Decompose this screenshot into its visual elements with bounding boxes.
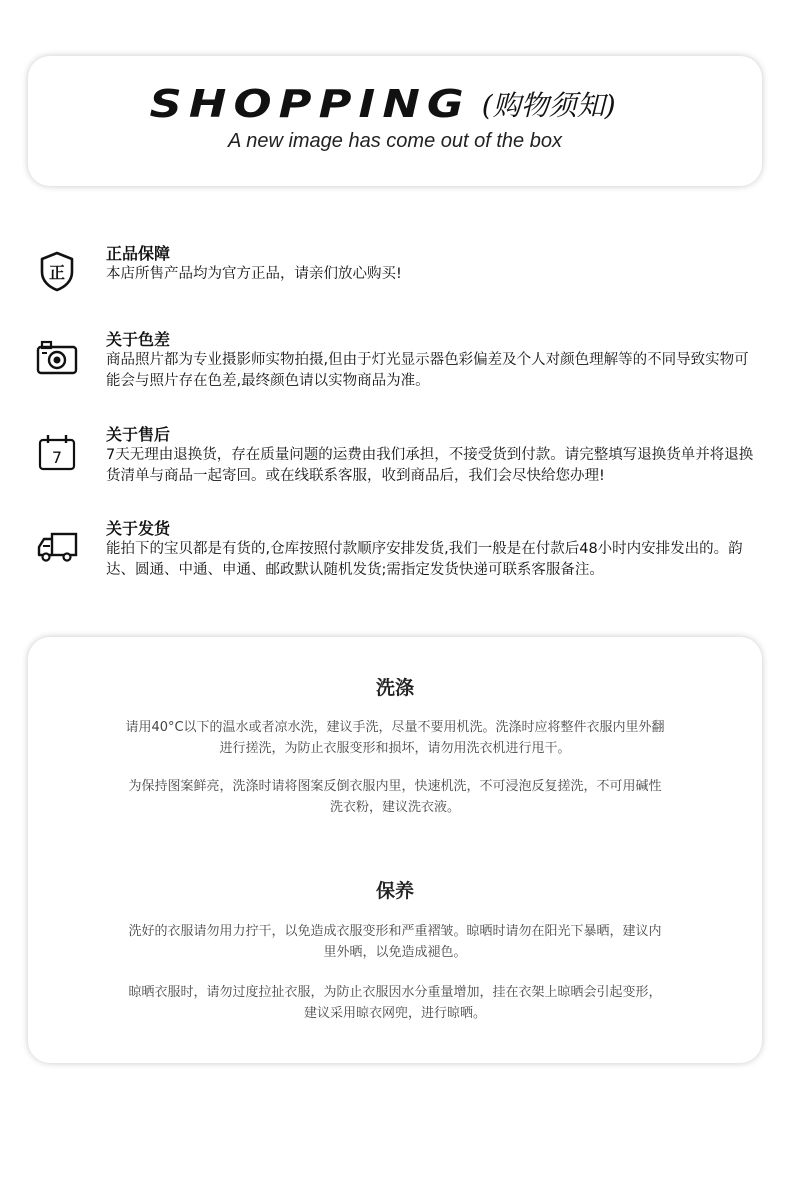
shield-icon bbox=[36, 250, 78, 292]
shopping-title: SHOPPING bbox=[149, 82, 472, 126]
shopping-title-cn: (购物须知) bbox=[481, 89, 616, 122]
info-body: 7天无理由退换货，存在质量问题的运费由我们承担，不接受货到付款。请完整填写退换货单并将退换货清单与商品一起寄回。或在线联系客服，收到商品后，我们会尽快给您办理! bbox=[106, 447, 754, 484]
washing-heading: 洗涤 bbox=[375, 677, 414, 699]
care-card bbox=[28, 637, 762, 1063]
maintenance-heading: 保养 bbox=[375, 880, 414, 902]
svg-text:正: 正 bbox=[48, 263, 66, 282]
washing-paragraph: 为保持图案鲜亮，洗涤时请将图案反倒衣服内里，快速机洗，不可浸泡反复搓洗，不可用碱性洗衣粉，建议洗衣液。 bbox=[128, 779, 662, 815]
camera-icon bbox=[36, 336, 78, 378]
subtitle: A new image has come out of the box bbox=[228, 130, 562, 152]
info-body: 商品照片都为专业摄影师实物拍摄,但由于灯光显示器色彩偏差及个人对颜色理解等的不同导致实物可能会与照片存在色差,最终颜色请以实物商品为准。 bbox=[106, 352, 749, 389]
title-row bbox=[28, 82, 762, 126]
info-title: 关于发货 bbox=[106, 519, 171, 538]
maintenance-paragraph: 洗好的衣服请勿用力拧干，以免造成衣服变形和严重褶皱。晾晒时请勿在阳光下暴晒，建议内里外晒，以免造成褪色。 bbox=[128, 924, 662, 960]
info-body: 本店所售产品均为官方正品，请亲们放心购买! bbox=[106, 266, 402, 282]
svg-text:7: 7 bbox=[51, 448, 63, 467]
info-title: 关于售后 bbox=[106, 425, 171, 444]
info-title: 正品保障 bbox=[106, 244, 171, 263]
calendar-icon bbox=[36, 431, 78, 473]
truck-icon bbox=[36, 525, 78, 567]
info-body: 能拍下的宝贝都是有货的,仓库按照付款顺序安排发货,我们一般是在付款后48小时内安排发出的。韵达、圆通、中通、申通、邮政默认随机发货;需指定发货快递可联系客服备注。 bbox=[106, 541, 743, 578]
washing-paragraph: 请用40°C以下的温水或者凉水洗，建议手洗，尽量不要用机洗。洗涤时应将整件衣服内里外翻进行搓洗，为防止衣服变形和损坏，请勿用洗衣机进行甩干。 bbox=[125, 720, 665, 756]
info-title: 关于色差 bbox=[106, 330, 171, 349]
maintenance-paragraph: 晾晒衣服时，请勿过度拉扯衣服，为防止衣服因水分重量增加，挂在衣架上晾晒会引起变形，建议采用晾衣网兜，进行晾晒。 bbox=[128, 985, 662, 1021]
header-card bbox=[28, 56, 762, 186]
